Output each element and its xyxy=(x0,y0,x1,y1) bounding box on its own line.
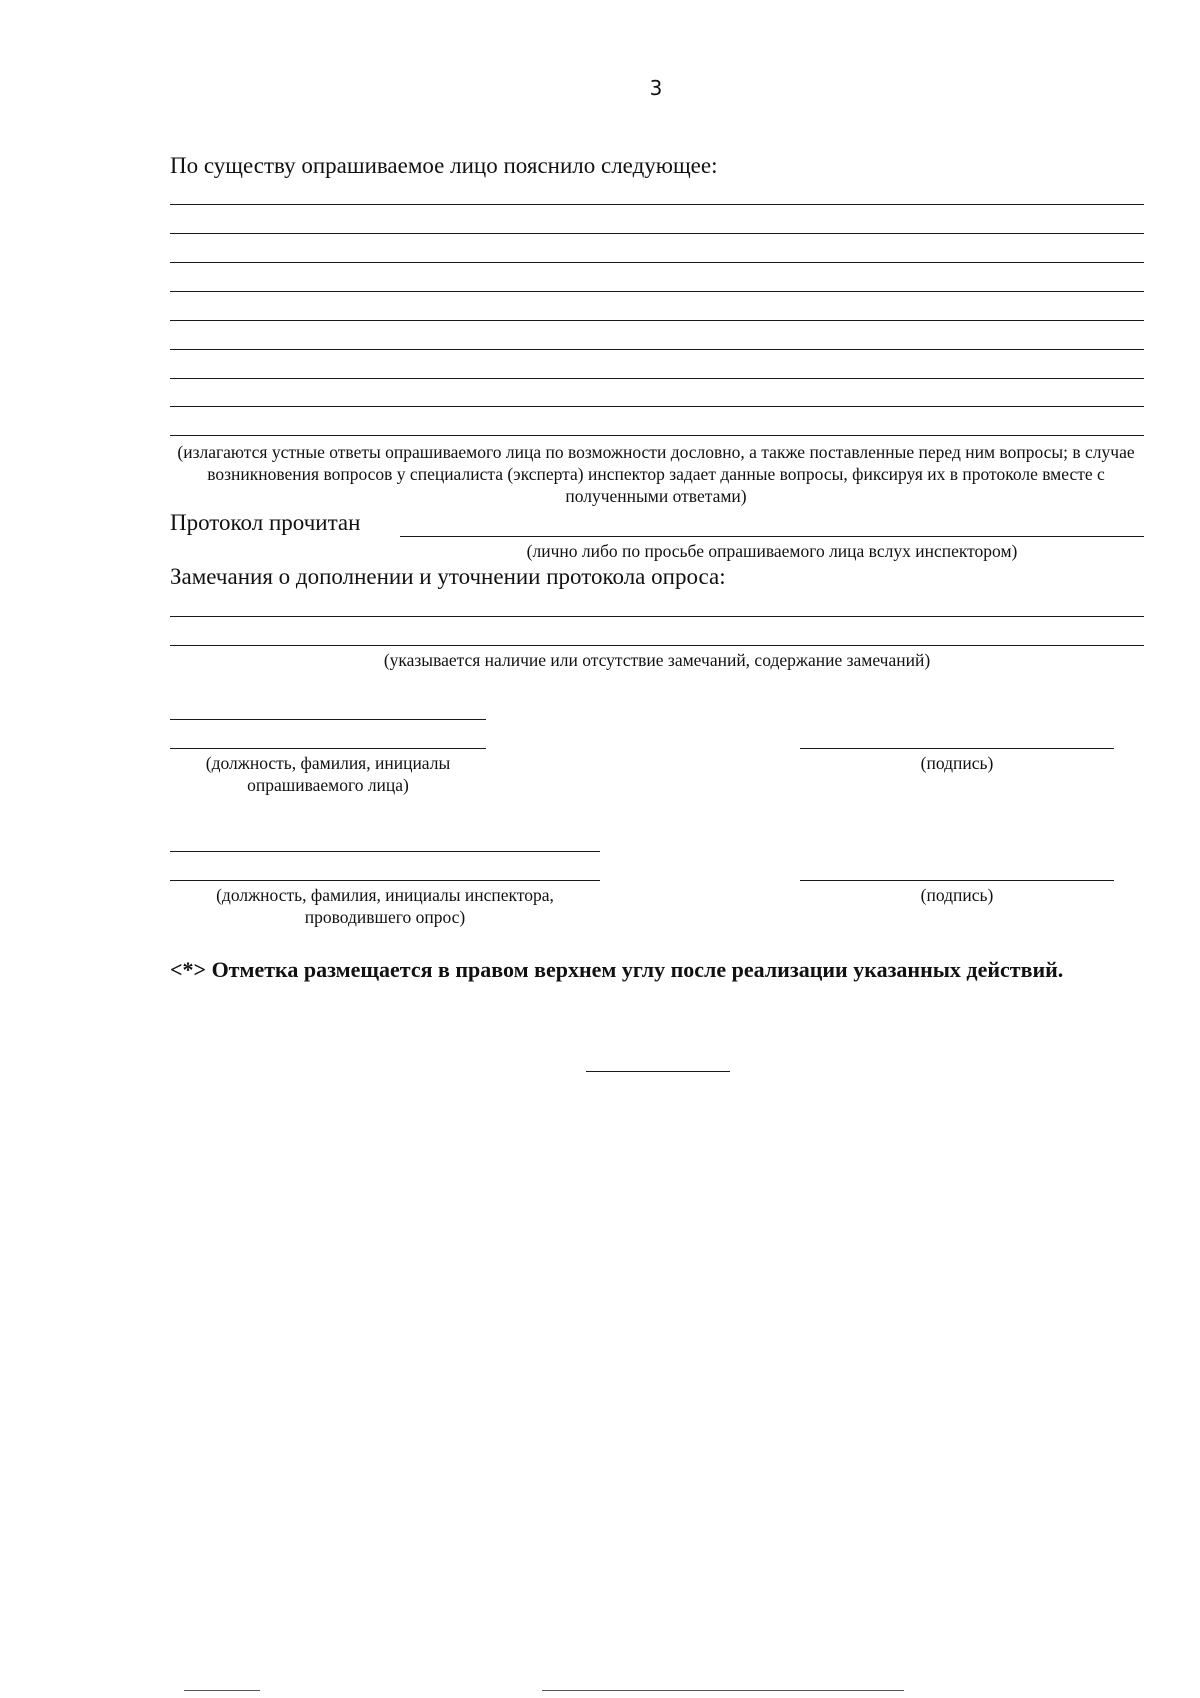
protocol-read-line[interactable] xyxy=(400,536,1144,537)
end-separator xyxy=(586,1071,730,1072)
explained-label: По существу опрашиваемое лицо пояснило следующее: xyxy=(170,153,718,178)
remarks-note: (указывается наличие или отсутствие замечаний, содержание замечаний) xyxy=(383,650,931,670)
inspector-line[interactable] xyxy=(170,880,600,881)
answer-line[interactable] xyxy=(170,291,1144,292)
answer-line[interactable] xyxy=(170,435,1144,436)
answer-line[interactable] xyxy=(170,349,1144,350)
footnote: <*> Отметка размещается в правом верхнем углу после реализации указанных действий. xyxy=(170,957,1064,982)
answer-line[interactable] xyxy=(170,262,1144,263)
answers-note: (излагаются устные ответы опрашиваемого лица по возможности дословно, а также поставленные перед ним вопросы; в случае возникновения вопросов у специалиста (эксперта) инспектор задает данные вопросы, фиксируя их в протоколе вместе с полученными ответами) xyxy=(177,442,1135,506)
footer-mark xyxy=(184,1690,260,1691)
answer-line[interactable] xyxy=(170,233,1144,234)
inspector-caption: (должность, фамилия, инициалы инспектора, проводившего опрос) xyxy=(216,885,554,927)
inspector-signature-line[interactable] xyxy=(800,880,1114,881)
inspector-line[interactable] xyxy=(170,851,600,852)
respondent-signature-caption: (подпись) xyxy=(920,753,994,773)
respondent-signature-line[interactable] xyxy=(800,748,1114,749)
respondent-line[interactable] xyxy=(170,719,486,720)
remarks-line[interactable] xyxy=(170,645,1144,646)
respondent-line[interactable] xyxy=(170,748,486,749)
answer-line[interactable] xyxy=(170,406,1144,407)
answer-line[interactable] xyxy=(170,378,1144,379)
answer-line[interactable] xyxy=(170,320,1144,321)
remarks-label: Замечания о дополнении и уточнении протокола опроса: xyxy=(170,564,726,589)
page-number: 3 xyxy=(649,76,663,100)
remarks-line[interactable] xyxy=(170,616,1144,617)
respondent-caption: (должность, фамилия, инициалы опрашиваемого лица) xyxy=(205,753,451,795)
inspector-signature-caption: (подпись) xyxy=(920,885,994,905)
footer-line xyxy=(542,1690,904,1691)
protocol-read-label: Протокол прочитан xyxy=(170,510,361,535)
protocol-read-note: (лично либо по просьбе опрашиваемого лица вслух инспектором) xyxy=(526,541,1018,561)
answer-line[interactable] xyxy=(170,204,1144,205)
